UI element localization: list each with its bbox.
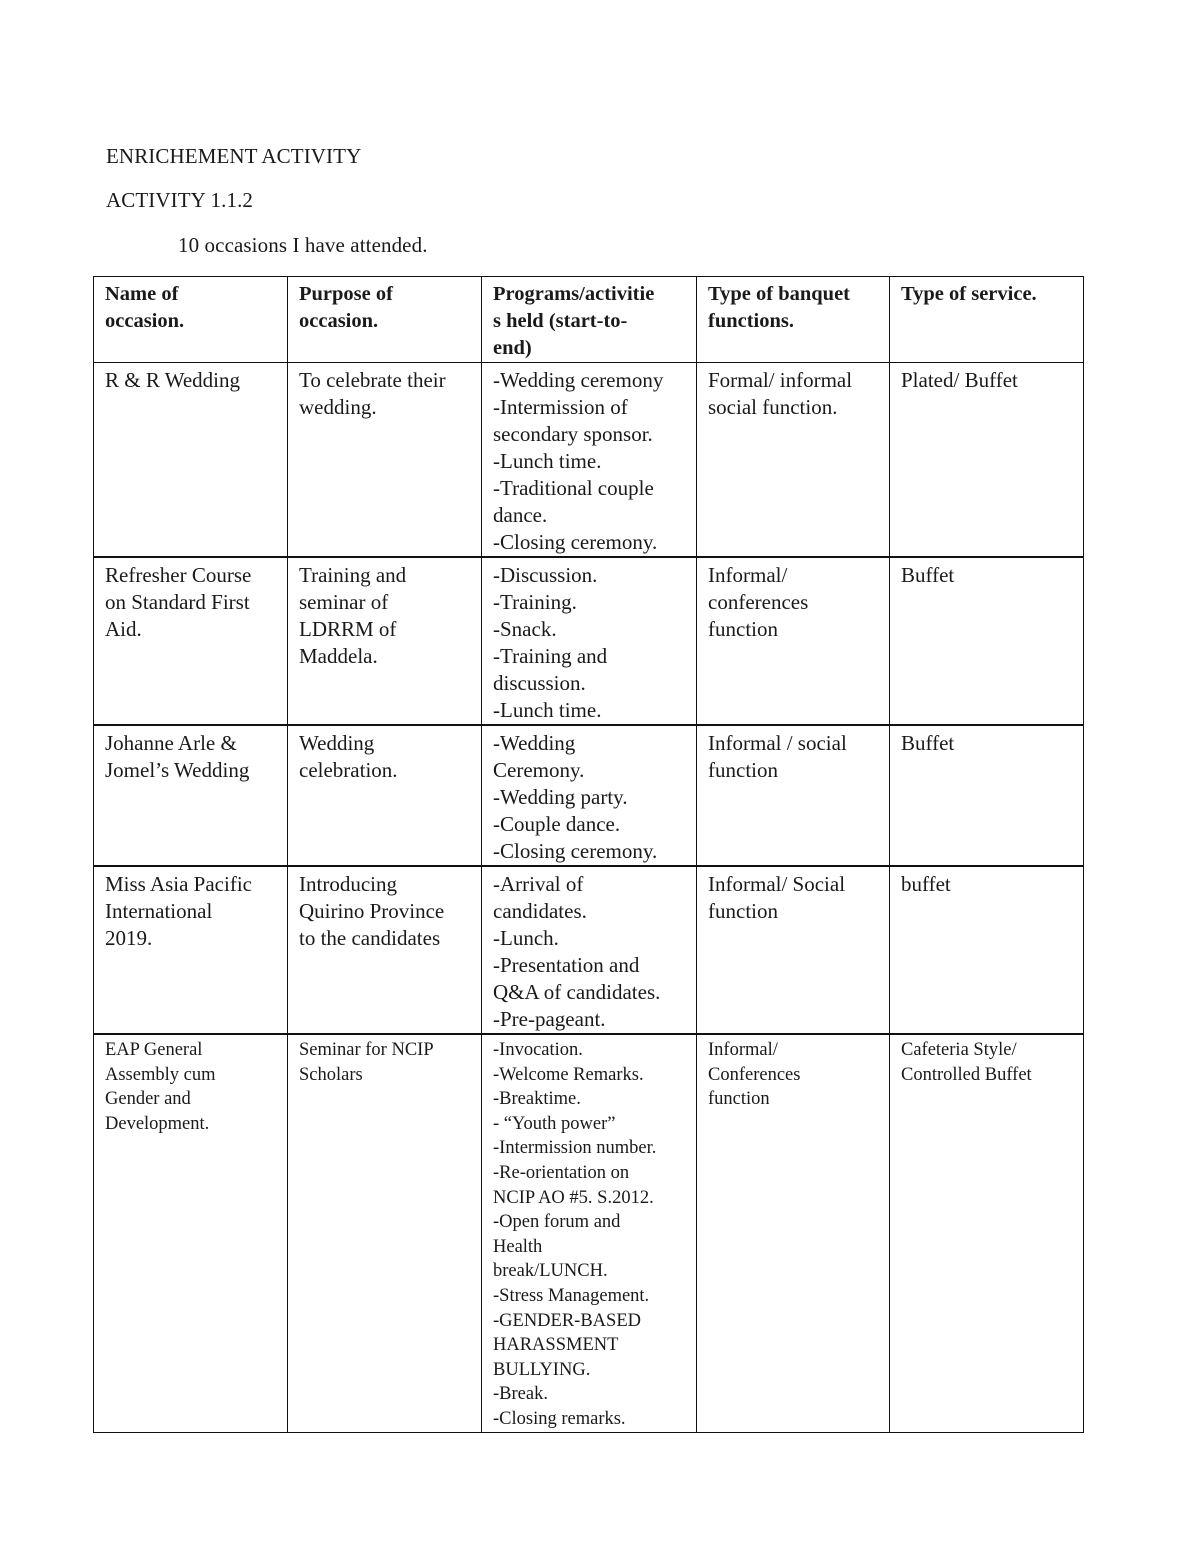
cell-text-line: Development. — [105, 1113, 210, 1134]
cell-text-line: -Training and — [493, 644, 608, 668]
cell-text-line: wedding. — [299, 395, 377, 419]
header-line: end) — [493, 337, 532, 359]
purpose-cell — [288, 1034, 482, 1432]
cell-text-line: discussion. — [493, 671, 586, 695]
header-line: occasion. — [299, 310, 379, 332]
banquet-type-cell — [697, 363, 890, 558]
cell-text-line: Training and — [299, 563, 407, 587]
cell-text-line: -Presentation and — [493, 953, 640, 977]
purpose-cell — [288, 557, 482, 725]
cell-text-line: Formal/ informal — [708, 368, 853, 392]
cell-text-line: -Wedding — [493, 731, 576, 755]
cell-text-line: Q&A of candidates. — [493, 980, 661, 1004]
header-line: Type of banquet — [708, 283, 851, 305]
cell-text-line: -Traditional couple — [493, 476, 654, 500]
cell-text-line: Aid. — [105, 617, 142, 641]
cell-text-line: -Welcome Remarks. — [493, 1064, 644, 1085]
cell-text-line: to the candidates — [299, 926, 441, 950]
header-line: Programs/activitie — [493, 283, 655, 305]
cell-text-line: function — [708, 899, 778, 923]
cell-text-line: -Closing ceremony. — [493, 839, 658, 863]
occasion-name-cell — [94, 363, 288, 558]
cell-text-line: -Snack. — [493, 617, 557, 641]
cell-text-line: Wedding — [299, 731, 375, 755]
header-name-of-occasion — [94, 277, 288, 363]
cell-text-line: -Intermission of — [493, 395, 628, 419]
cell-text-line: on Standard First — [105, 590, 250, 614]
cell-text-line: Jomel’s Wedding — [105, 758, 250, 782]
table-body — [94, 363, 1084, 1433]
programs-cell — [482, 866, 697, 1034]
header-line: s held (start-to- — [493, 310, 628, 332]
cell-text-line: - “Youth power” — [493, 1113, 616, 1134]
banquet-type-cell — [697, 1034, 890, 1432]
header-type-of-service — [890, 277, 1084, 363]
cell-text-line: -Intermission number. — [493, 1138, 657, 1159]
cell-text-line: -Training. — [493, 590, 577, 614]
cell-text-line: seminar of — [299, 590, 389, 614]
header-line: occasion. — [105, 310, 185, 332]
cell-text-line: To celebrate their — [299, 368, 446, 392]
cell-text-line: -Re-orientation on — [493, 1162, 630, 1183]
service-type-cell — [890, 363, 1084, 558]
cell-text-line: candidates. — [493, 899, 587, 923]
header-type-of-banquet — [697, 277, 890, 363]
cell-text-line: -Invocation. — [493, 1040, 583, 1060]
occasion-name-cell — [94, 725, 288, 866]
purpose-cell — [288, 363, 482, 558]
cell-text-line: -GENDER-BASED — [493, 1310, 641, 1331]
cell-text-line: Ceremony. — [493, 758, 585, 782]
cell-text-line: Controlled Buffet — [901, 1064, 1032, 1085]
cell-text-line: dance. — [493, 503, 548, 527]
cell-text-line: Cafeteria Style/ — [901, 1040, 1017, 1060]
cell-text-line: -Couple dance. — [493, 812, 621, 836]
cell-text-line: -Arrival of — [493, 872, 584, 896]
cell-text-line: NCIP AO #5. S.2012. — [493, 1187, 654, 1208]
cell-text-line: -Open forum and — [493, 1212, 621, 1233]
intro-text: 10 occasions I have attended. — [178, 233, 428, 257]
table-row — [94, 363, 1084, 558]
cell-text-line: -Lunch. — [493, 926, 559, 950]
cell-text-line: -Closing ceremony. — [493, 530, 658, 554]
cell-text-line: 2019. — [105, 926, 153, 950]
header-line: Type of service. — [901, 283, 1037, 305]
cell-text-line: Introducing — [299, 872, 397, 896]
cell-text-line: Seminar for NCIP — [299, 1040, 434, 1060]
cell-text-line: -Breaktime. — [493, 1089, 581, 1110]
cell-text-line: -Discussion. — [493, 563, 598, 587]
cell-text-line: Informal/ — [708, 1040, 778, 1060]
header-programs-activities — [482, 277, 697, 363]
cell-text-line: function — [708, 617, 778, 641]
table-row — [94, 725, 1084, 866]
occasion-name-cell — [94, 866, 288, 1034]
cell-text-line: BULLYING. — [493, 1359, 591, 1380]
cell-text-line: function — [708, 1089, 770, 1110]
header-line: functions. — [708, 310, 795, 332]
occasion-name-cell — [94, 1034, 288, 1432]
purpose-cell — [288, 725, 482, 866]
programs-cell — [482, 725, 697, 866]
cell-text-line: -Lunch time. — [493, 449, 602, 473]
cell-text-line: -Pre-pageant. — [493, 1007, 606, 1031]
header-line: Purpose of — [299, 283, 393, 305]
cell-text-line: Informal/ Social — [708, 872, 846, 896]
cell-text-line: Health — [493, 1236, 543, 1257]
header-line: Name of — [105, 283, 179, 305]
occasion-name-cell — [94, 557, 288, 725]
cell-text-line: celebration. — [299, 758, 398, 782]
cell-text-line: Buffet — [901, 563, 955, 587]
cell-text-line: R & R Wedding — [105, 368, 241, 392]
service-type-cell — [890, 725, 1084, 866]
cell-text-line: Informal/ — [708, 563, 788, 587]
table-header-row — [94, 277, 1084, 363]
cell-text-line: Gender and — [105, 1089, 191, 1110]
table-row — [94, 1034, 1084, 1432]
banquet-type-cell — [697, 725, 890, 866]
cell-text-line: -Break. — [493, 1384, 548, 1405]
banquet-type-cell — [697, 866, 890, 1034]
programs-cell — [482, 363, 697, 558]
cell-text-line: Maddela. — [299, 644, 378, 668]
cell-text-line: secondary sponsor. — [493, 422, 653, 446]
cell-text-line: social function. — [708, 395, 838, 419]
cell-text-line: Buffet — [901, 731, 955, 755]
programs-cell — [482, 557, 697, 725]
header-purpose-of-occasion — [288, 277, 482, 363]
table-row — [94, 557, 1084, 725]
occasions-table — [93, 276, 1084, 1433]
cell-text-line: International — [105, 899, 213, 923]
cell-text-line: Scholars — [299, 1064, 363, 1085]
cell-text-line: Quirino Province — [299, 899, 445, 923]
cell-text-line: -Lunch time. — [493, 698, 602, 722]
cell-text-line: -Stress Management. — [493, 1285, 650, 1306]
service-type-cell — [890, 557, 1084, 725]
cell-text-line: Plated/ Buffet — [901, 368, 1018, 392]
cell-text-line: Assembly cum — [105, 1064, 216, 1085]
cell-text-line: LDRRM of — [299, 617, 397, 641]
cell-text-line: -Closing remarks. — [493, 1408, 626, 1429]
cell-text-line: HARASSMENT — [493, 1335, 619, 1356]
service-type-cell — [890, 866, 1084, 1034]
programs-cell — [482, 1034, 697, 1432]
cell-text-line: buffet — [901, 872, 951, 896]
cell-text-line: Johanne Arle & — [105, 731, 237, 755]
cell-text-line: -Wedding party. — [493, 785, 628, 809]
cell-text-line: EAP General — [105, 1040, 203, 1060]
service-type-cell — [890, 1034, 1084, 1432]
banquet-type-cell — [697, 557, 890, 725]
cell-text-line: Informal / social — [708, 731, 847, 755]
cell-text-line: -Wedding ceremony — [493, 368, 664, 392]
cell-text-line: function — [708, 758, 778, 782]
table-row — [94, 866, 1084, 1034]
cell-text-line: Miss Asia Pacific — [105, 872, 252, 896]
purpose-cell — [288, 866, 482, 1034]
cell-text-line: Conferences — [708, 1064, 801, 1085]
cell-text-line: Refresher Course — [105, 563, 252, 587]
activity-number: ACTIVITY 1.1.2 — [106, 188, 254, 212]
cell-text-line: break/LUNCH. — [493, 1261, 608, 1282]
cell-text-line: conferences — [708, 590, 809, 614]
document-title: ENRICHEMENT ACTIVITY — [106, 144, 362, 168]
